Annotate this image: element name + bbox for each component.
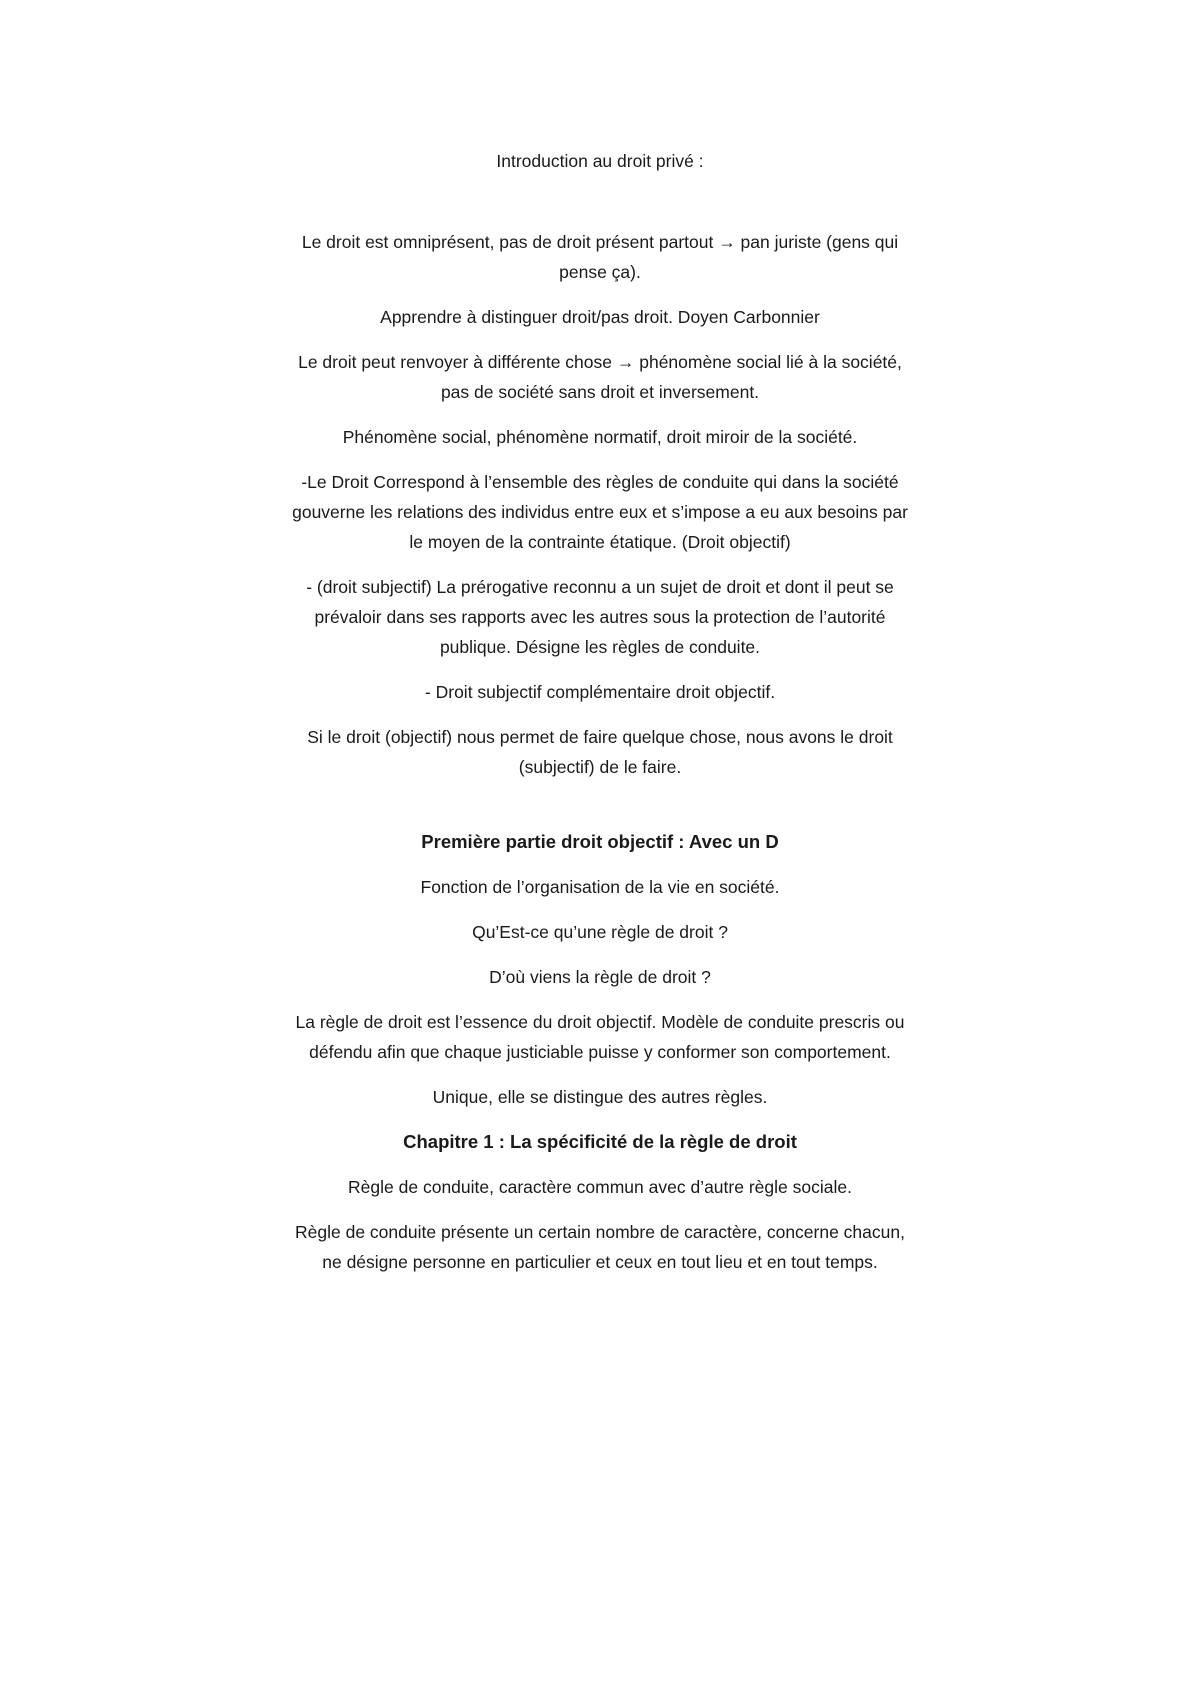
paragraph-question-origin: D’où viens la règle de droit ? [489, 967, 711, 987]
paragraph-complementary: - Droit subjectif complémentaire droit objectif. [424, 682, 776, 702]
document-title: Introduction au droit privé : [496, 151, 704, 171]
paragraph-subjective-definition: - (droit subjectif) La prérogative reconnu a un sujet de droit et dont il peut se prévaloir dans ses rapports avec les autres sous la protection de l’autorité publique. Désigne les règles de conduite. [306, 577, 894, 657]
paragraph-omnipresence: Le droit est omniprésent, pas de droit présent partout → pan juriste (gens qui pense ça). [301, 232, 899, 282]
paragraph-essence: La règle de droit est l’essence du droit objectif. Modèle de conduite prescris ou défendu afin que chaque justiciable puisse y conformer son comportement. [295, 1012, 905, 1062]
document-body [288, 146, 912, 1292]
paragraph-function: Fonction de l’organisation de la vie en société. [420, 877, 780, 897]
paragraph-characteristics: Règle de conduite présente un certain nombre de caractère, concerne chacun, ne désigne personne en particulier et ceux en tout lieu et en tout temps. [295, 1222, 905, 1272]
paragraph-example: Si le droit (objectif) nous permet de faire quelque chose, nous avons le droit (subjectif) de le faire. [307, 727, 893, 777]
paragraph-distinguish: Apprendre à distinguer droit/pas droit. Doyen Carbonnier [380, 307, 820, 327]
paragraph-objective-definition: -Le Droit Correspond à l’ensemble des règles de conduite qui dans la société gouverne les relations des individus entre eux et s’impose a eu aux besoins par le moyen de la contrainte étatique. (Droit objectif) [292, 472, 908, 552]
paragraph-unique: Unique, elle se distingue des autres règles. [432, 1087, 768, 1107]
paragraph-social-phenomenon: Le droit peut renvoyer à différente chose → phénomène social lié à la société, pas de société sans droit et inversement. [298, 352, 902, 402]
chapter-heading: Chapitre 1 : La spécificité de la règle de droit [403, 1131, 797, 1152]
paragraph-normative: Phénomène social, phénomène normatif, droit miroir de la société. [342, 427, 858, 447]
part-heading: Première partie droit objectif : Avec un D [421, 831, 779, 852]
paragraph-conduct-rule: Règle de conduite, caractère commun avec d’autre règle sociale. [348, 1177, 852, 1197]
paragraph-question-what: Qu’Est-ce qu’une règle de droit ? [472, 922, 728, 942]
